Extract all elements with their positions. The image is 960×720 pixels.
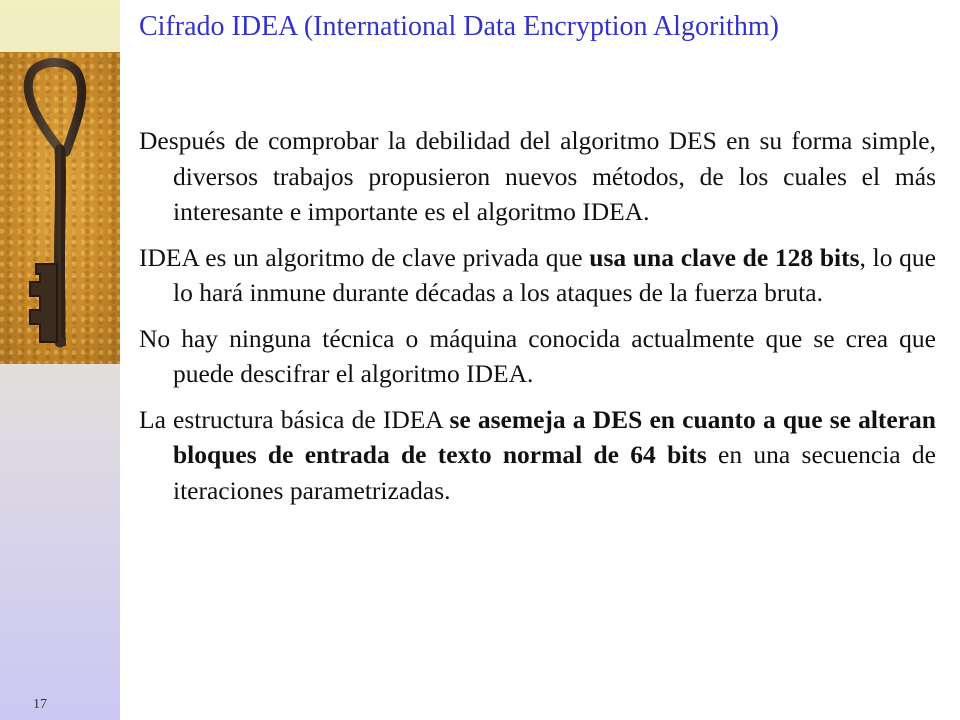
antique-key-icon [0, 52, 120, 364]
bullet-paragraph-2 [139, 240, 936, 311]
bullet-paragraph-1 [139, 123, 936, 230]
paragraph-text: La estructura básica de IDEA [139, 404, 450, 434]
bullet-paragraph-3 [139, 321, 936, 392]
paragraph-text: Después de comprobar la debilidad del algoritmo DES en su forma simple, diversos trabajos propusieron nuevos métodos, de los cuales el más interesante e importante es el algoritmo IDEA. [139, 126, 936, 226]
sidebar-gradient [0, 0, 120, 720]
bullet-paragraph-4 [139, 402, 936, 509]
paragraph-text: IDEA es un algoritmo de clave privada que [139, 242, 590, 272]
emphasis-text: usa una clave de 128 bits [589, 242, 860, 272]
slide-title: Cifrado IDEA (International Data Encryption Algorithm) [139, 11, 779, 42]
page-number: 17 [33, 697, 47, 712]
paragraph-text: No hay ninguna técnica o máquina conocida actualmente que se crea que puede descifrar el algoritmo IDEA. [139, 323, 936, 388]
paragraph-text: , lo que lo hará inmune durante décadas a los ataques de la fuerza bruta. [173, 242, 937, 307]
paragraph-text: en una secuencia de iteraciones parametrizadas. [173, 440, 936, 505]
emphasis-text: se asemeja a DES en cuanto a que se alteran bloques de entrada de texto normal de 64 bits [173, 404, 936, 469]
key-photo [0, 52, 120, 364]
slide-body [139, 123, 936, 518]
